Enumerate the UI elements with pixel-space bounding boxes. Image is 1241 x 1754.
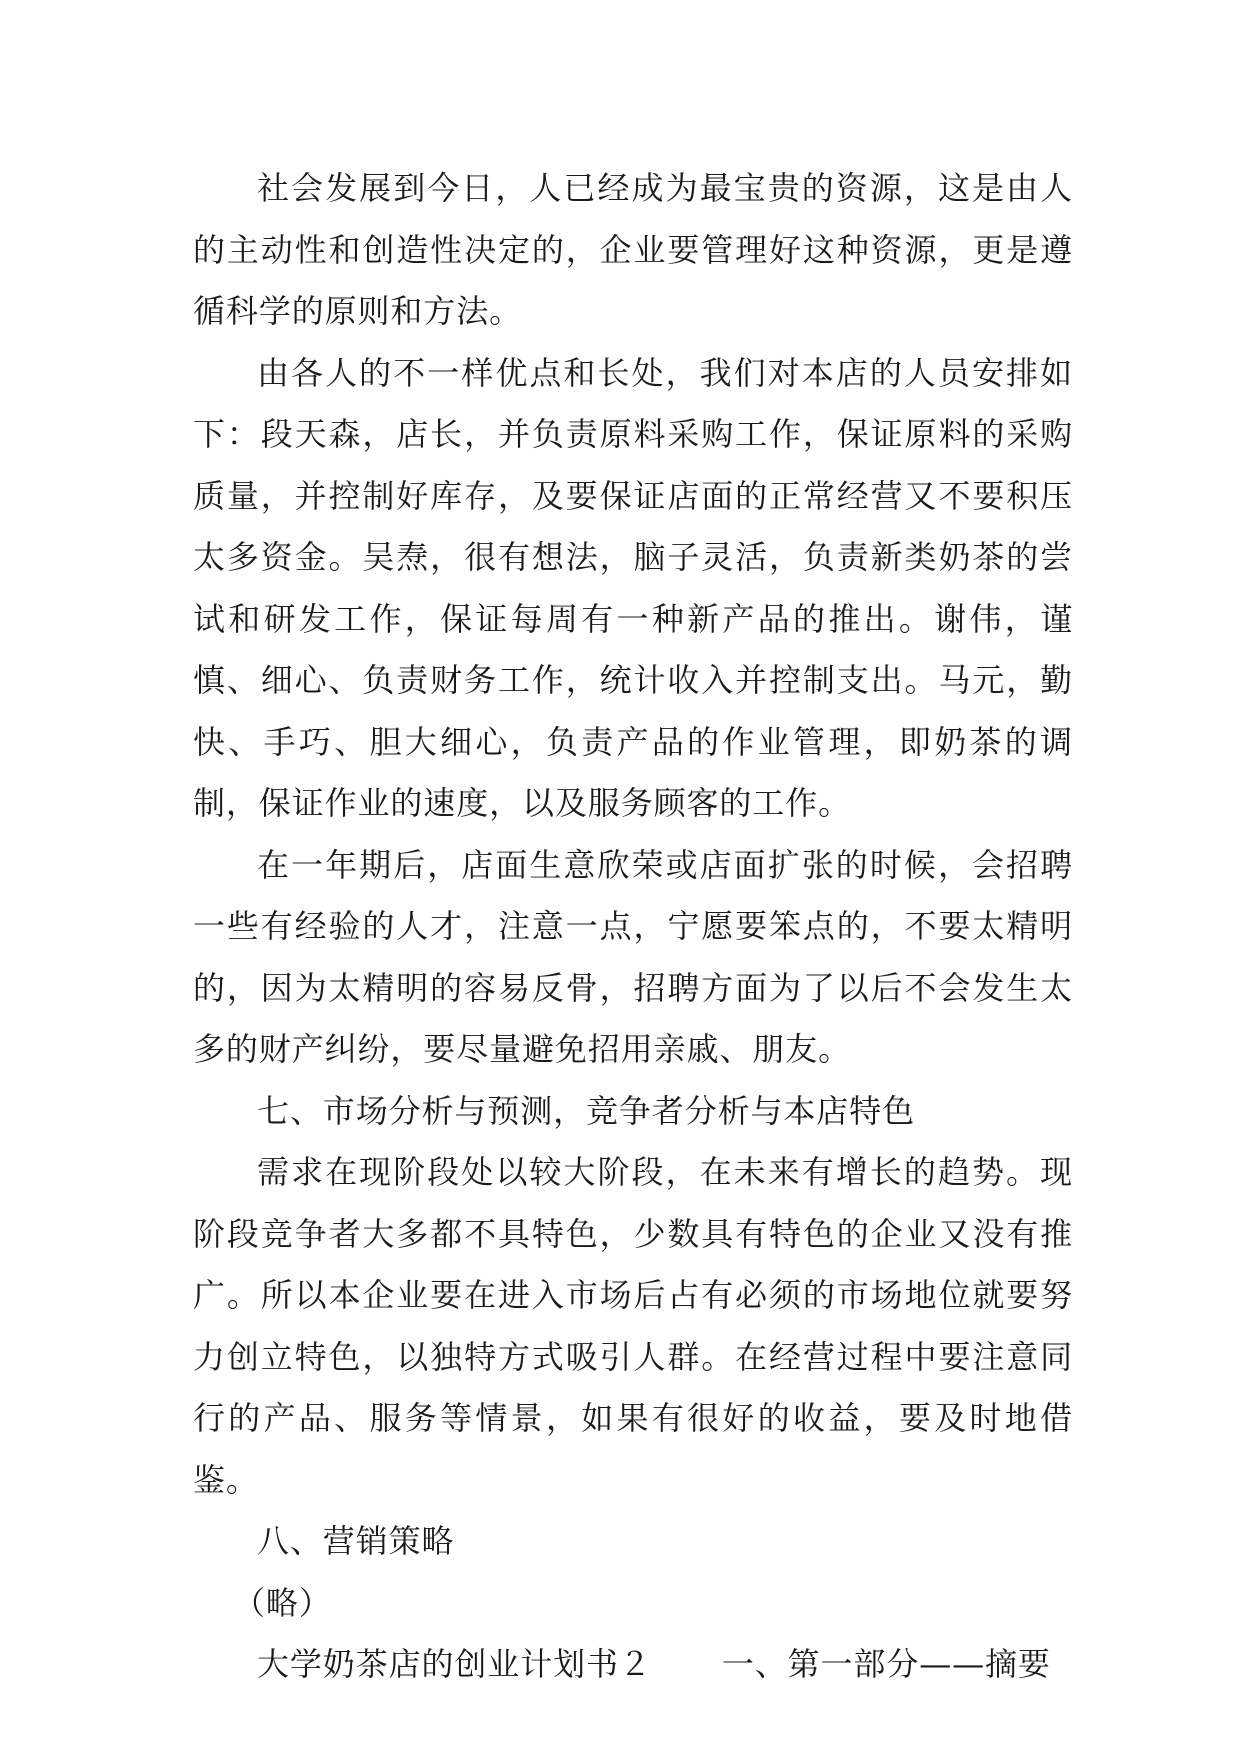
paragraph-recruitment: 在一年期后，店面生意欣荣或店面扩张的时候，会招聘一些有经验的人才，注意一点，宁愿要笨点的，不要太精明的，因为太精明的容易反骨，招聘方面为了以后不会发生太多的财产纠纷，要尽量避免招用亲戚、朋友。	[193, 845, 1073, 1068]
plan-title-line	[193, 1634, 1073, 1696]
paragraph-staff-arrangement: 由各人的不一样优点和长处，我们对本店的人员安排如下：段天森，店长，并负责原料采购工作，保证原料的采购质量，并控制好库存，及要保证店面的正常经营又不要积压太多资金。吴焘，很有想法，脑子灵活，负责新类奶茶的尝试和研发工作，保证每周有一种新产品的推出。谢伟，谨慎、细心、负责财务工作，统计收入并控制支出。马元，勤快、手巧、胆大细心，负责产品的作业管理，即奶茶的调制，保证作业的速度，以及服务顾客的工作。	[193, 353, 1073, 822]
paragraph-omitted: （略）	[233, 1583, 332, 1622]
plan-title: 大学奶茶店的创业计划书２	[257, 1645, 652, 1683]
section-heading-marketing: 八、营销策略	[257, 1522, 455, 1560]
part-one-heading: 一、第一部分——摘要	[721, 1645, 1051, 1683]
paragraph-market-demand: 需求在现阶段处以较大阶段，在未来有增长的趋势。现阶段竞争者大多都不具特色，少数具有特色的企业又没有推广。所以本企业要在进入市场后占有必须的市场地位就要努力创立特色，以独特方式吸引人群。在经营过程中要注意同行的产品、服务等情景，如果有很好的收益，要及时地借鉴。	[193, 1153, 1073, 1499]
paragraph-hr-resource: 社会发展到今日，人已经成为最宝贵的资源，这是由人的主动性和创造性决定的，企业要管理好这种资源，更是遵循科学的原则和方法。	[193, 169, 1073, 330]
document-body	[193, 158, 1073, 1696]
section-heading-market-analysis: 七、市场分析与预测，竞争者分析与本店特色	[257, 1091, 916, 1130]
